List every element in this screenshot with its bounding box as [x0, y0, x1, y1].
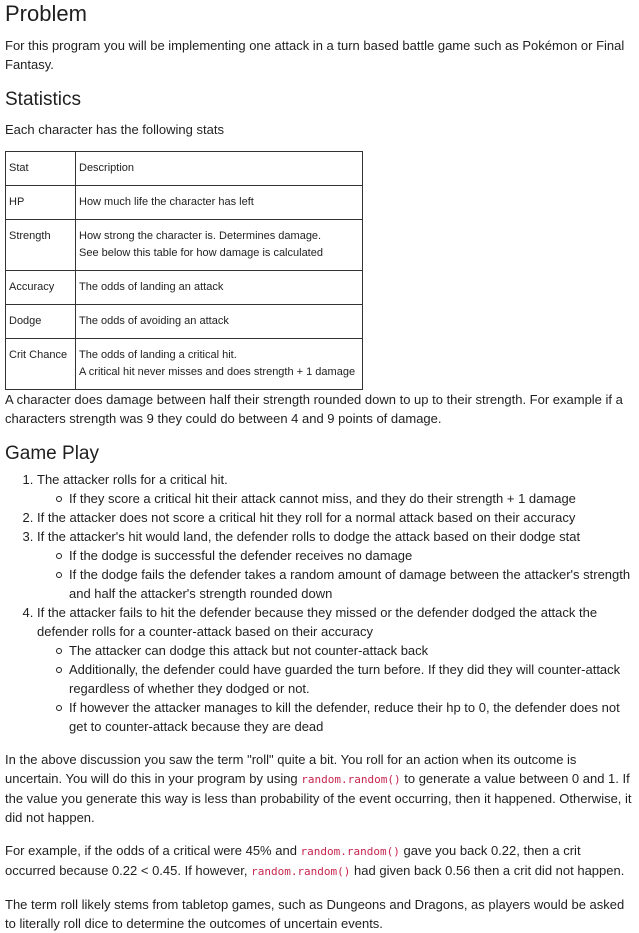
gameplay-heading: Game Play: [5, 443, 99, 464]
sub-list-item: If they score a critical hit their attack cannot miss, and they do their strength + 1 damage: [69, 489, 633, 508]
table-row: [6, 271, 363, 305]
table-row: [6, 339, 363, 390]
stat-name: Crit Chance: [6, 339, 76, 390]
step-text: If the attacker does not score a critical hit they roll for a normal attack based on their accuracy: [37, 510, 576, 525]
stat-description: [76, 186, 363, 220]
stats-table: [5, 151, 363, 390]
inline-code: random.random(): [301, 773, 401, 786]
stat-name: HP: [6, 186, 76, 220]
list-item: [37, 527, 633, 603]
sub-list-item: If the dodge is successful the defender receives no damage: [69, 546, 633, 565]
step-text: If the attacker's hit would land, the defender rolls to dodge the attack based on their dodge stat: [37, 529, 581, 544]
example-text: gave you back 0.22, then a crit occurred because 0.22 < 0.45. If however,: [5, 843, 581, 878]
list-item: [37, 603, 633, 736]
stat-description-line: A critical hit never misses and does strength + 1 damage: [79, 366, 356, 378]
stat-name: Dodge: [6, 305, 76, 339]
stat-description-line: How strong the character is. Determines damage.: [79, 230, 322, 242]
table-header-row: [6, 152, 363, 186]
inline-code: random.random(): [251, 865, 351, 878]
stat-description-line: How much life the character has left: [79, 196, 254, 208]
step-text: If the attacker fails to hit the defender because they missed or the defender dodged the attack the defender rolls for a counter-attack based on their accuracy: [37, 605, 598, 639]
sub-list-item: Additionally, the defender could have guarded the turn before. If they did they will counter-attack regardless of whether they dodged or not.: [69, 660, 633, 698]
step-text: The attacker rolls for a critical hit.: [37, 472, 228, 487]
sub-list: [37, 641, 633, 736]
example-text: For example, if the odds of a critical were 45% and: [5, 843, 301, 858]
roll-paragraph: [5, 750, 633, 827]
sub-list-item: If the dodge fails the defender takes a random amount of damage between the attacker's strength and half the attacker's strength rounded down: [69, 565, 633, 603]
sub-list: [37, 489, 633, 508]
inline-code: random.random(): [300, 845, 400, 858]
statistics-heading: Statistics: [5, 89, 82, 110]
damage-note: A character does damage between half their strength rounded down to up to their strength. For example if a characters strength was 9 they could do between 4 and 9 points of damage.: [5, 392, 623, 426]
table-header-stat: Stat: [6, 152, 76, 186]
table-row: [6, 305, 363, 339]
stat-description-line: The odds of landing an attack: [79, 281, 224, 293]
roll-text: to generate a value between 0 and 1. If the value you generate this way is less than probability of the event occurring, then it happened. Otherwise, it did not happen.: [5, 771, 632, 825]
stat-description-line: The odds of avoiding an attack: [79, 315, 229, 327]
stat-name: Accuracy: [6, 271, 76, 305]
roll-text: In the above discussion you saw the term "roll" quite a bit. You roll for an action when its outcome is uncertain. You will do this in your program by using: [5, 752, 577, 786]
stat-description: [76, 339, 363, 390]
list-item: [37, 508, 633, 527]
example-paragraph: [5, 841, 633, 881]
problem-heading: Problem: [5, 1, 87, 26]
table-row: [6, 220, 363, 271]
problem-intro: For this program you will be implementing one attack in a turn based battle game such as Pokémon or Final Fantasy.: [5, 38, 625, 72]
statistics-intro: Each character has the following stats: [5, 122, 224, 137]
table-row: [6, 186, 363, 220]
term-origin-paragraph: The term roll likely stems from tabletop games, such as Dungeons and Dragons, as players would be asked to literally roll dice to determine the outcomes of uncertain events.: [5, 897, 625, 931]
sub-list: [37, 546, 633, 603]
table-header-description: Description: [76, 152, 363, 186]
stat-description-line: The odds of landing a critical hit.: [79, 349, 237, 361]
gameplay-steps-list: [5, 470, 633, 736]
list-item: [37, 470, 633, 508]
stat-name: Strength: [6, 220, 76, 271]
stat-description-line: See below this table for how damage is calculated: [79, 247, 323, 259]
example-text: had given back 0.56 then a crit did not happen.: [350, 863, 625, 878]
stat-description: [76, 305, 363, 339]
sub-list-item: If however the attacker manages to kill the defender, reduce their hp to 0, the defender does not get to counter-attack because they are dead: [69, 698, 633, 736]
sub-list-item: The attacker can dodge this attack but not counter-attack back: [69, 641, 633, 660]
stat-description: [76, 271, 363, 305]
stat-description: [76, 220, 363, 271]
